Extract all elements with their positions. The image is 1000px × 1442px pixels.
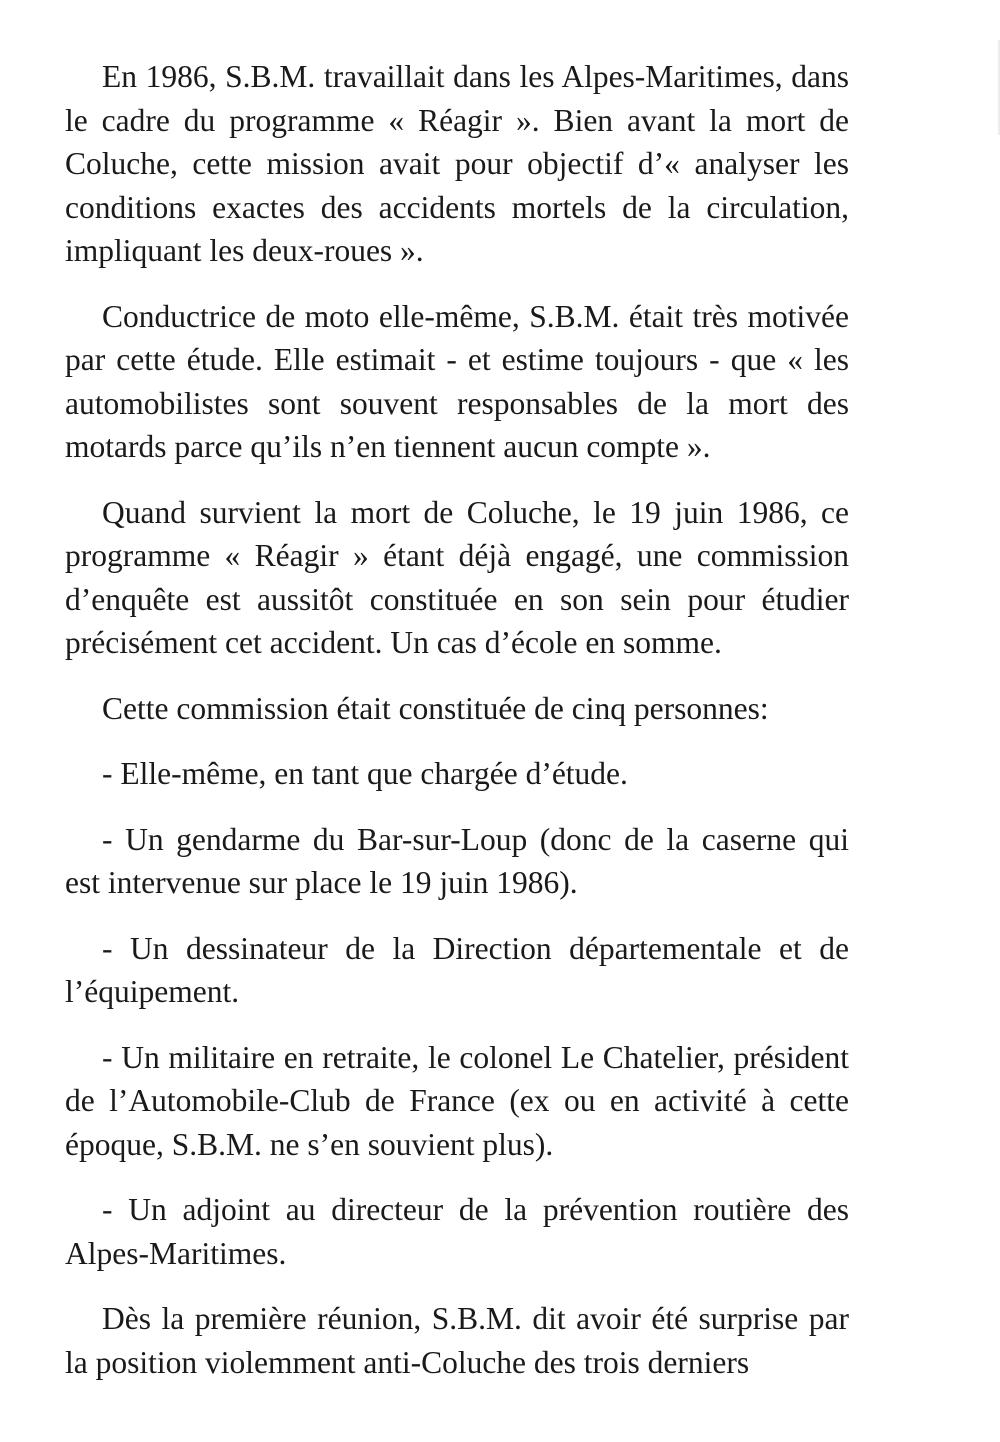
- paragraph-coluche-death: Quand survient la mort de Coluche, le 19 juin 1986, ce programme « Réagir » étant déjà engagé, une commission d’enquête est aussitôt constituée en son sein pour étudier précisément cet accident. Un cas d’école en somme.: [65, 494, 849, 660]
- list-item-gendarme: - Un gendarme du Bar-sur-Loup (donc de la caserne qui est intervenue sur place le 19 juin 1986).: [65, 821, 849, 900]
- list-item-herself: - Elle-même, en tant que chargée d’étude.: [102, 756, 628, 791]
- paragraph-first-meeting: Dès la première réunion, S.B.M. dit avoir été surprise par la position violemment anti-Coluche des trois derniers: [65, 1301, 849, 1380]
- paragraph-commission-intro: Cette commission était constituée de cinq personnes:: [102, 690, 769, 726]
- list-item-colonel: - Un militaire en retraite, le colonel Le Chatelier, président de l’Automobile-Club de France (ex ou en activité à cette époque, S.B.M. ne s’en souvient plus).: [65, 1039, 849, 1162]
- paragraph-motorcyclist: Conductrice de moto elle-même, S.B.M. était très motivée par cette étude. Elle estimait - et estime toujours - que « les automobilistes sont souvent responsables de la mort des motards parce qu’ils n’en tiennent aucun compte ».: [65, 298, 849, 464]
- paragraph-reagir-program: En 1986, S.B.M. travaillait dans les Alpes-Maritimes, dans le cadre du programme « Réagir ». Bien avant la mort de Coluche, cette mission avait pour objectif d’« analyser les conditions exactes des accidents mortels de la circulation, impliquant les deux-roues ».: [65, 59, 849, 268]
- list-item-draughtsman: - Un dessinateur de la Direction départementale et de l’équipement.: [65, 930, 849, 1009]
- list-item-deputy: - Un adjoint au directeur de la prévention routière des Alpes-Maritimes.: [65, 1192, 849, 1271]
- body-text: [65, 55, 849, 1384]
